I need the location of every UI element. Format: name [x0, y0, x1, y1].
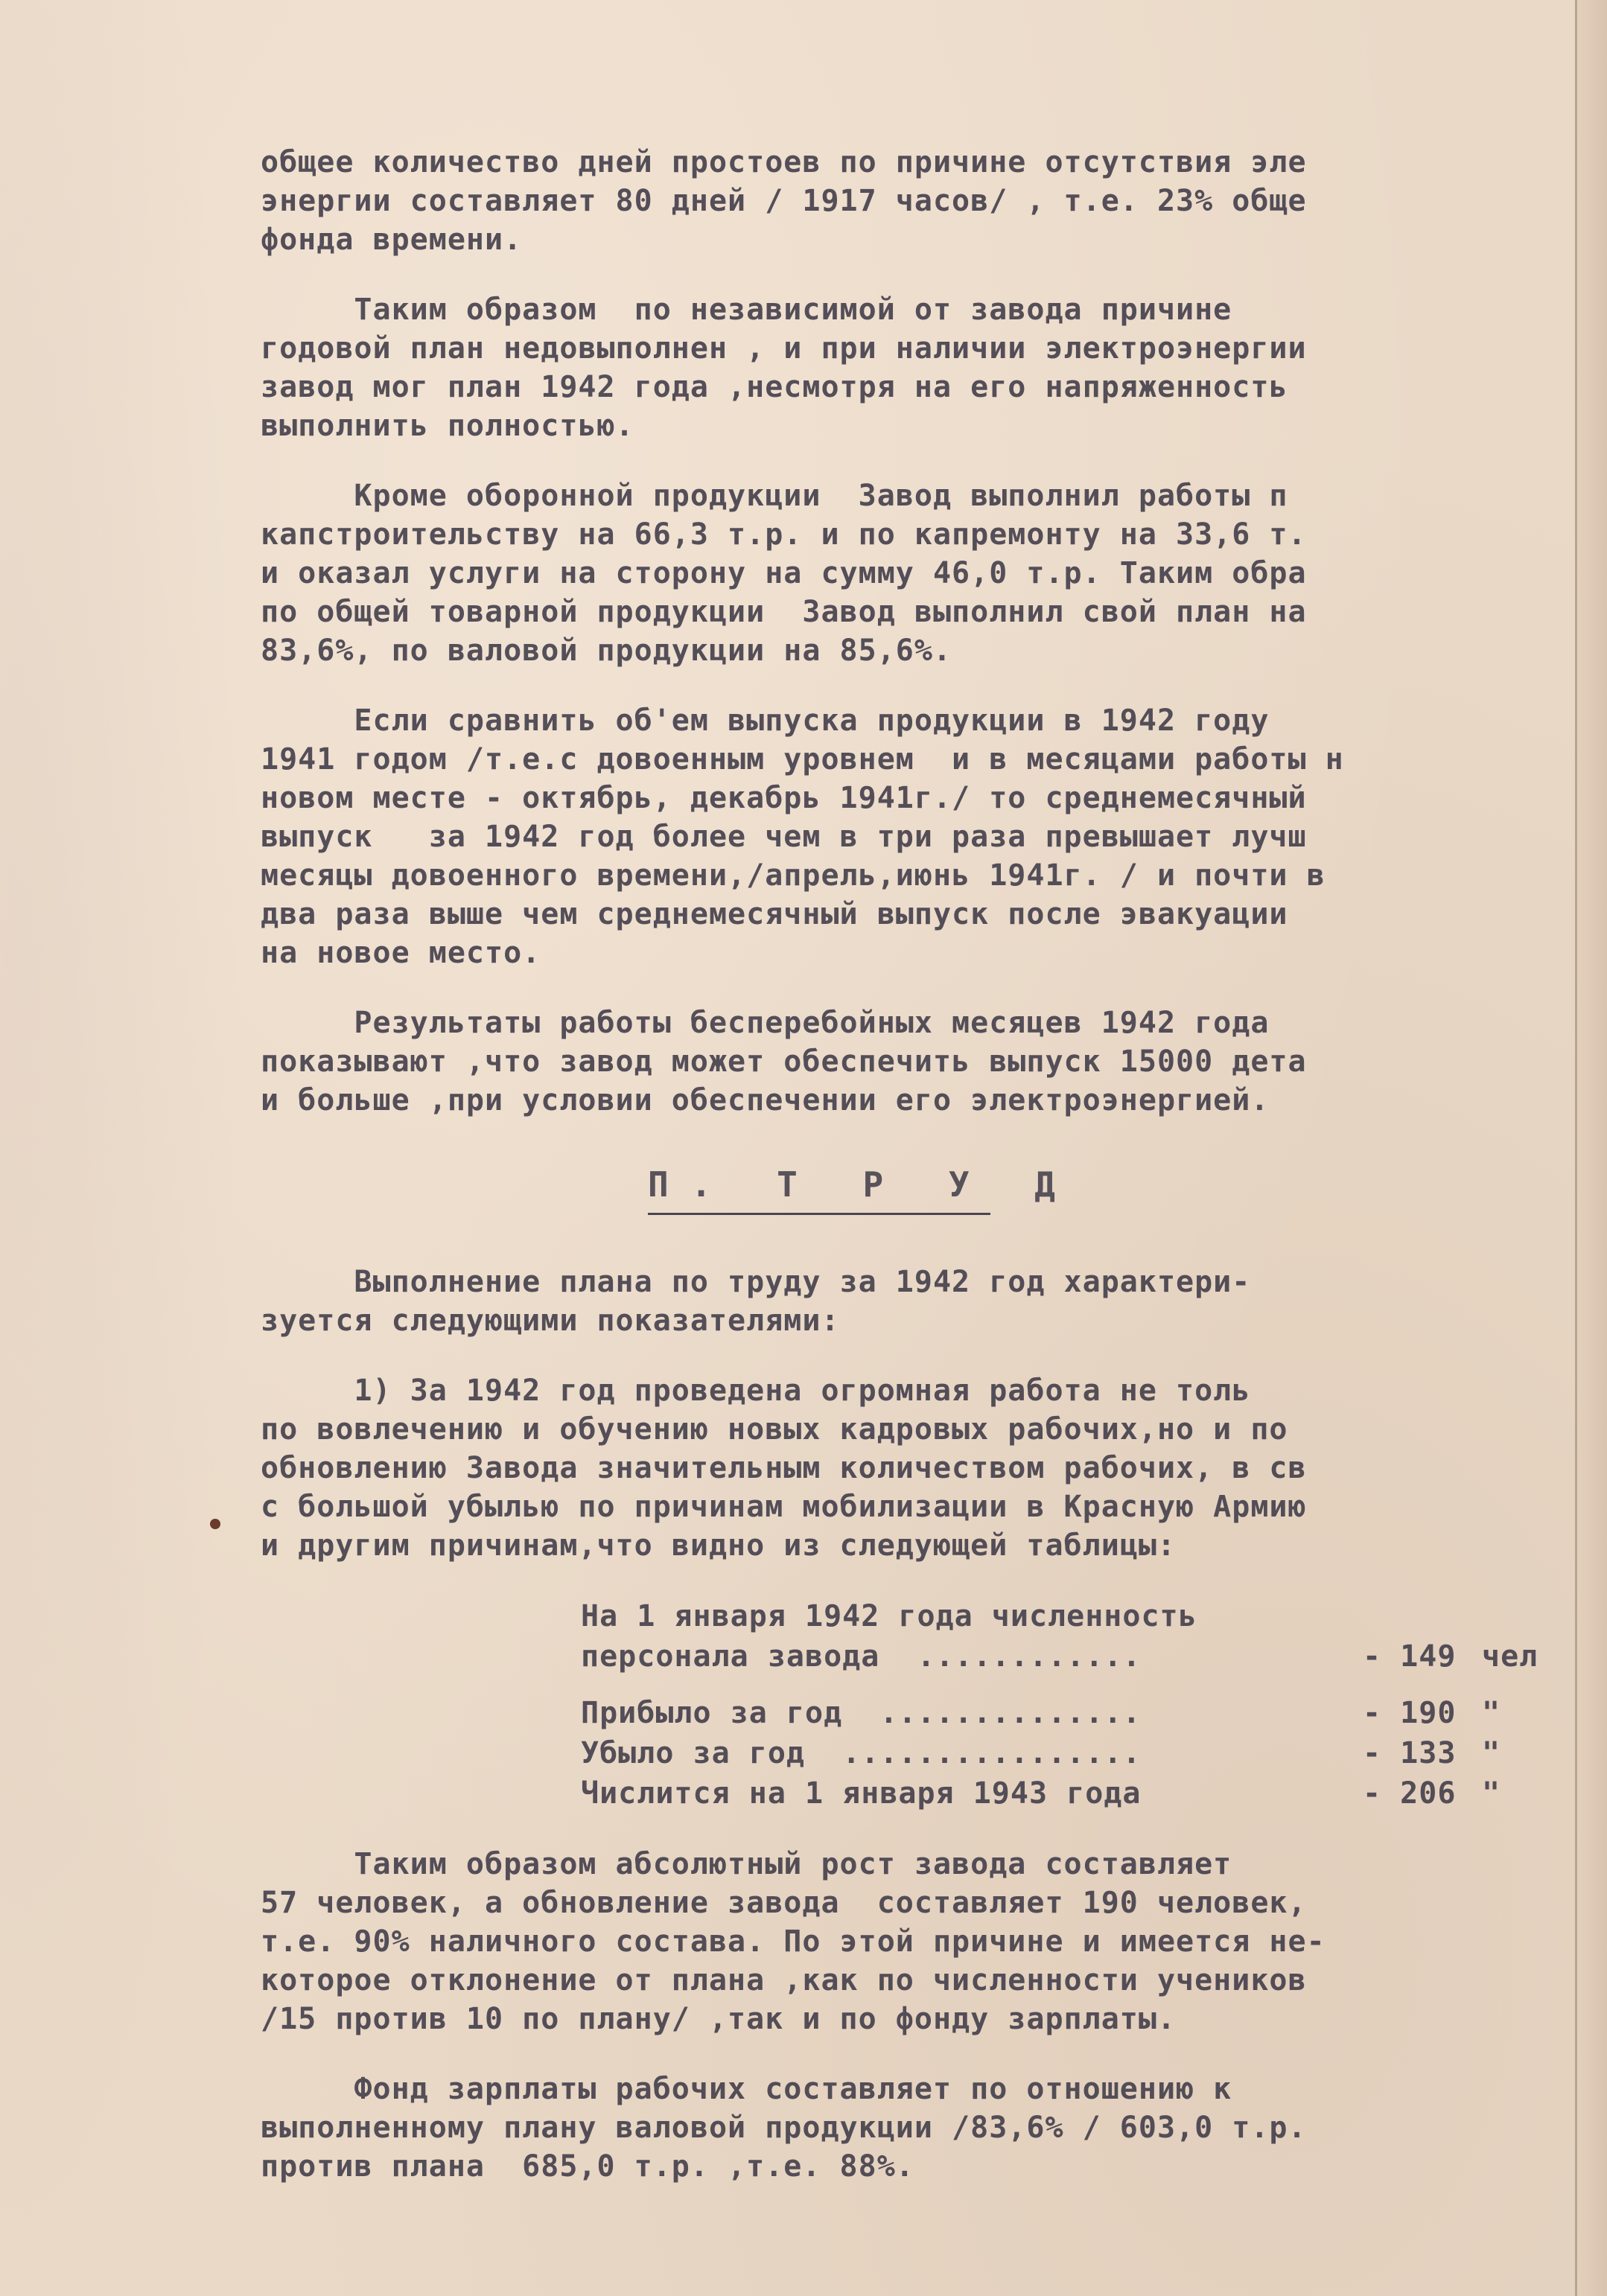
paragraph-growth: [261, 1845, 1571, 2038]
table-row: [581, 1773, 1571, 1814]
text-line: против плана 685,0 т.р. ,т.е. 88%.: [261, 2149, 914, 2184]
text-line: обновлению Завода значительным количеством рабочих, в св: [261, 1451, 1307, 1485]
table-cell-label: Прибыло за год ..............: [581, 1696, 1142, 1730]
text-line: т.е. 90% наличного состава. По этой причине и имеется не-: [261, 1925, 1326, 1959]
text-line: завод мог план 1942 года ,несмотря на его напряженность: [261, 370, 1288, 404]
text-line: 1941 годом /т.е.с довоенным уровнем и в месяцами работы н: [261, 742, 1344, 777]
text-line: зуется следующими показателями:: [261, 1304, 840, 1338]
text-line: Таким образом по независимой от завода причине: [261, 293, 1232, 327]
text-line: с большой убылью по причинам мобилизации в Красную Армию: [261, 1490, 1307, 1524]
text-line: капстроительству на 66,3 т.р. и по капремонту на 33,6 т.: [261, 517, 1307, 552]
paragraph-downtime: [261, 143, 1571, 259]
bleed-through-shadow: [0, 0, 246, 2296]
text-line: и другим причинам,что видно из следующей таблицы:: [261, 1528, 1177, 1563]
text-line: 1) За 1942 год проведена огромная работа не толь: [261, 1374, 1251, 1408]
table-cell-unit: ": [1482, 1736, 1501, 1770]
table-row: [581, 1636, 1571, 1677]
page-edge: [1575, 0, 1607, 2296]
paragraph-results: [261, 1004, 1571, 1120]
text-line: энергии составляет 80 дней / 1917 часов/ , т.е. 23% обще: [261, 184, 1307, 218]
text-line: годовой план недовыполнен , и при наличии электроэнергии: [261, 331, 1307, 366]
text-line: которое отклонение от плана ,как по численности учеников: [261, 1963, 1307, 1997]
text-line: и оказал услуги на сторону на сумму 46,0 т.р. Таким обра: [261, 556, 1307, 590]
table-row: [581, 1693, 1571, 1733]
table-row: [581, 1596, 1571, 1636]
table-cell-value: - 206: [1363, 1776, 1457, 1811]
staff-table: [581, 1596, 1571, 1814]
text-line: два раза выше чем среднемесячный выпуск после эвакуации: [261, 897, 1288, 931]
text-line: выполненному плану валовой продукции /83,6% / 603,0 т.р.: [261, 2111, 1307, 2145]
text-line: Таким образом абсолютный рост завода составляет: [261, 1847, 1232, 1881]
table-cell-unit: ": [1482, 1696, 1501, 1730]
heading-underline: [648, 1213, 990, 1215]
table-cell-value: - 133: [1363, 1736, 1457, 1770]
text-line: фонда времени.: [261, 223, 523, 257]
typed-text-body: [261, 143, 1571, 2272]
text-line: показывают ,что завод может обеспечить выпуск 15000 дета: [261, 1045, 1307, 1079]
paragraph-other-works: [261, 476, 1571, 670]
paragraph-labour-intro: [261, 1263, 1571, 1340]
text-line: Выполнение плана по труду за 1942 год характери-: [261, 1265, 1251, 1299]
paragraph-output-comparison: [261, 701, 1571, 972]
paragraph-plan-underfulfilled: [261, 290, 1571, 445]
text-line: /15 против 10 по плану/ ,так и по фонду зарплаты.: [261, 2002, 1177, 2036]
text-line: Если сравнить об'ем выпуска продукции в 1942 году: [261, 704, 1270, 738]
section-heading-block: [261, 1120, 1571, 1231]
text-line: новом месте - октябрь, декабрь 1941г./ то среднемесячный: [261, 781, 1307, 815]
table-cell-label: Числится на 1 января 1943 года: [581, 1776, 1142, 1811]
text-line: Фонд зарплаты рабочих составляет по отношению к: [261, 2072, 1232, 2106]
text-line: по вовлечению и обучению новых кадровых рабочих,но и по: [261, 1412, 1288, 1447]
text-line: выполнить полностью.: [261, 409, 634, 443]
text-line: 57 человек, а обновление завода составляет 190 человек,: [261, 1886, 1307, 1920]
table-cell-label: На 1 января 1942 года численность: [581, 1599, 1197, 1633]
text-line: на новое место.: [261, 936, 541, 970]
paragraph-wage-fund: [261, 2070, 1571, 2186]
table-row: [581, 1733, 1571, 1773]
paragraph-labour-point-1: [261, 1371, 1571, 1565]
table-cell-unit: чел: [1482, 1639, 1538, 1674]
table-cell-label: персонала завода ............: [581, 1639, 1142, 1674]
table-cell-label: Убыло за год ................: [581, 1736, 1142, 1770]
text-line: Кроме оборонной продукции Завод выполнил работы п: [261, 479, 1288, 513]
table-cell-value: - 190: [1363, 1696, 1457, 1730]
text-line: Результаты работы бесперебойных месяцев 1942 года: [261, 1006, 1270, 1040]
text-line: по общей товарной продукции Завод выполнил свой план на: [261, 595, 1307, 629]
text-line: и больше ,при условии обеспечении его электроэнергией.: [261, 1083, 1270, 1117]
section-heading: П. Т Р У Д: [648, 1164, 1078, 1205]
table-cell-value: - 149: [1363, 1639, 1457, 1674]
text-line: выпуск за 1942 год более чем в три раза превышает лучш: [261, 820, 1307, 854]
text-line: общее количество дней простоев по причине отсутствия эле: [261, 145, 1307, 179]
text-line: 83,6%, по валовой продукции на 85,6%.: [261, 634, 952, 668]
table-cell-unit: ": [1482, 1776, 1501, 1811]
ink-spot: [210, 1519, 220, 1529]
text-line: месяцы довоенного времени,/апрель,июнь 1941г. / и почти в: [261, 858, 1326, 893]
